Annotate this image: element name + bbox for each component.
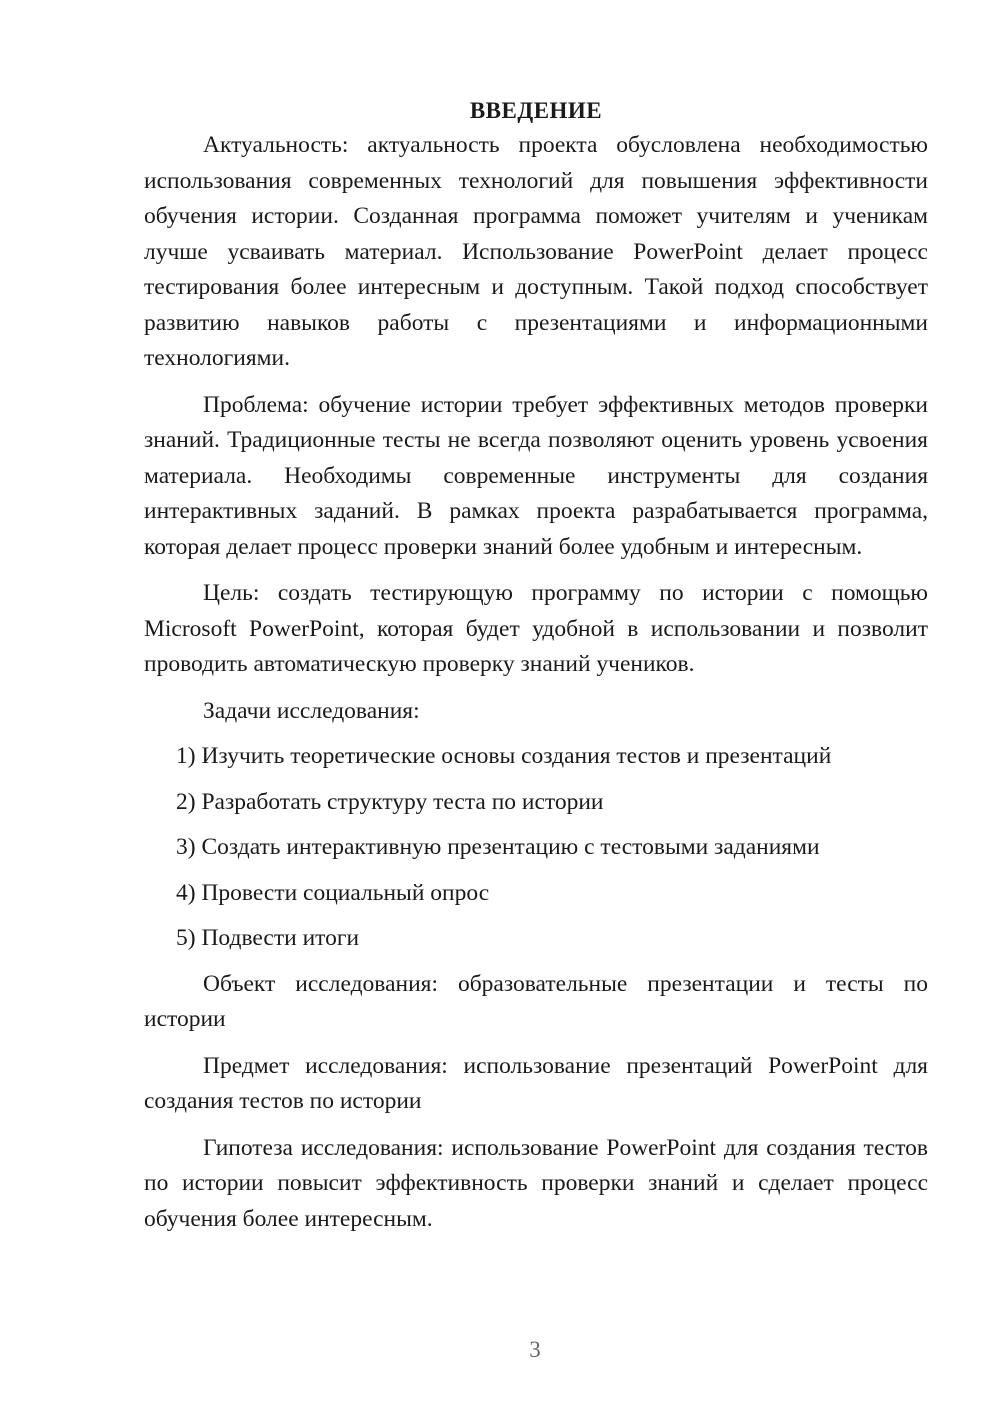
task-item: 2) Разработать структуру теста по истории (176, 788, 604, 815)
problem-paragraph: Проблема: обучение истории требует эффективных методов проверки знаний. Традиционные тесты не всегда позволяют оценить уровень усвоения материала. Необходимы современные инструменты для создания интерактивных заданий. В рамках проекта разрабатывается программа, которая делает процесс проверки знаний более удобным и интересным. (144, 391, 928, 560)
tasks-list (144, 739, 928, 957)
object-paragraph: Объект исследования: образовательные презентации и тесты по истории (144, 970, 928, 1032)
section-title: ВВЕДЕНИЕ (469, 98, 603, 123)
relevance-paragraph: Актуальность: актуальность проекта обусловлена необходимостью использования современных технологий для повышения эффективности обучения истории. Созданная программа поможет учителям и ученикам лучше усваивать материал. Использование PowerPoint делает процесс тестирования более интересным и доступным. Такой подход способствует развитию навыков работы с презентациями и информационными технологиями. (144, 132, 928, 371)
page-content (144, 93, 928, 1248)
task-item: 1) Изучить теоретические основы создания тестов и презентаций (176, 743, 832, 769)
task-item: 3) Создать интерактивную презентацию с тестовыми заданиями (176, 834, 820, 860)
page-number: 3 (529, 1337, 541, 1362)
task-item: 4) Провести социальный опрос (176, 879, 490, 906)
hypothesis-paragraph: Гипотеза исследования: использование PowerPoint для создания тестов по истории повысит эффективность проверки знаний и сделает процесс обучения более интересным. (144, 1134, 928, 1232)
goal-paragraph: Цель: создать тестирующую программу по истории с помощью Microsoft PowerPoint, которая будет удобной в использовании и позволит проводить автоматическую проверку знаний учеников. (144, 580, 928, 677)
task-item: 5) Подвести итоги (176, 925, 360, 951)
subject-paragraph: Предмет исследования: использование презентаций PowerPoint для создания тестов по истории (144, 1052, 928, 1114)
tasks-heading: Задачи исследования: (203, 697, 420, 724)
